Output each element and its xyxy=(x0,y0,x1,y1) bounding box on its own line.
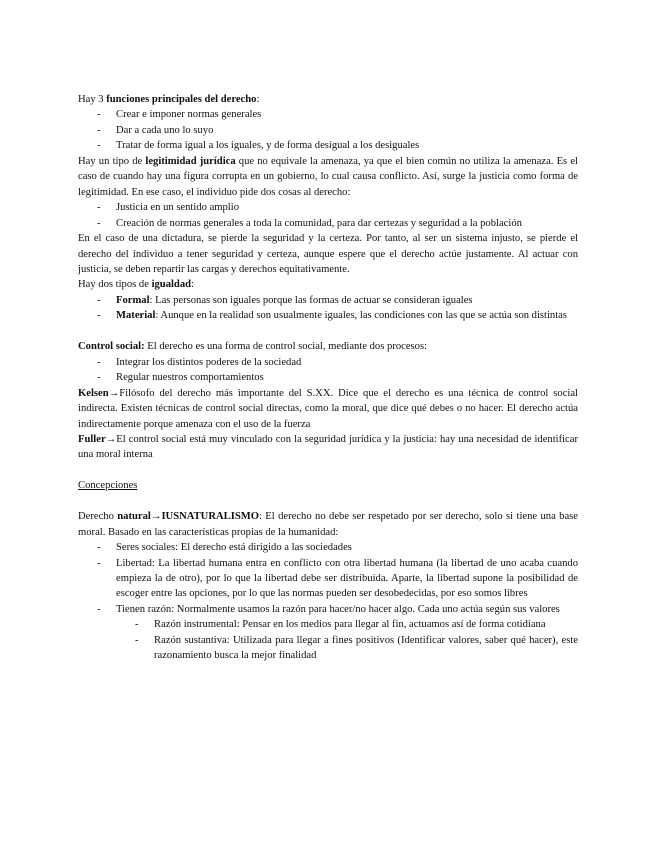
bold-term: natural xyxy=(117,511,151,523)
fuller-paragraph xyxy=(78,432,578,463)
list-item xyxy=(78,107,578,122)
bullet-dash: - xyxy=(97,542,101,554)
sub-list-item xyxy=(78,633,578,664)
bold-term: igualdad xyxy=(151,279,192,291)
bold-term: Fuller xyxy=(78,433,106,445)
funciones-intro xyxy=(78,92,578,107)
bold-term: Kelsen xyxy=(78,387,109,399)
bullet-dash: - xyxy=(135,634,139,646)
list-item-text: Seres sociales: El derecho está dirigido a las sociedades xyxy=(116,542,352,554)
list-item-text: Crear e imponer normas generales xyxy=(116,109,262,121)
spacer xyxy=(78,494,578,509)
section-heading: Concepciones xyxy=(78,480,138,492)
list-item xyxy=(78,123,578,138)
text: Hay un tipo de xyxy=(78,155,146,167)
text: : El derecho no debe ser respetado por ser derecho, solo si tiene una base moral. Basado en las características propias de la humanidad: xyxy=(78,511,578,538)
list-item xyxy=(78,216,578,231)
bullet-dash: - xyxy=(97,124,101,136)
control-social-paragraph xyxy=(78,339,578,354)
arrow-icon: → xyxy=(108,387,120,399)
list-item xyxy=(78,293,578,308)
bold-term: Formal xyxy=(116,294,150,306)
text: : xyxy=(191,279,194,291)
text: Hay 3 xyxy=(78,94,107,105)
list-item-text: : Las personas son iguales porque las formas de actuar se consideran iguales xyxy=(149,294,473,306)
list-item-text: Razón instrumental: Pensar en los medios para llegar al fin, actuamos así de forma cotidiana xyxy=(154,619,546,631)
list-item-text: Justicia en un sentido amplio xyxy=(116,202,239,214)
text: que no equivale la amenaza, ya que el bien común no utiliza la amenaza. Es el caso de cuando hay una figura corrupta en un gobierno, lo cual causa conflicto. Así, surge la justicia como forma de legitimidad. En ese caso, el individuo pide dos cosas al derecho: xyxy=(78,155,578,198)
bullet-dash: - xyxy=(97,217,101,229)
bullet-dash: - xyxy=(135,619,139,631)
concepciones-heading xyxy=(78,478,578,493)
list-item xyxy=(78,308,578,323)
spacer xyxy=(78,324,578,339)
list-item-text: Libertad: La libertad humana entra en conflicto con otra libertad humana (la libertad de uno acaba cuando empieza la de otro), por lo que la libertad debe ser distribuida. Aparte, la libertad supone la posibilidad de escoger entre las opciones, por lo que las normas pueden ser desobedecidas, por eso somos libres xyxy=(116,557,578,600)
list-item-text: Razón sustantiva: Utilizada para llegar a fines positivos (Identificar valores, saber qué hacer), este razonamiento busca la mejor finalidad xyxy=(154,634,578,662)
igualdad-intro xyxy=(78,277,578,292)
dictadura-paragraph: En el caso de una dictadura, se pierde la seguridad y la certeza. Por tanto, al ser un sistema injusto, se pierde el derecho del individuo a tener seguridad y certeza, aunque espere que el derecho actúe justamente. Al actuar con justicia, se deben repartir las cargas y derechos equitativamente. xyxy=(78,233,578,275)
bold-term: funciones principales del derecho xyxy=(106,94,257,105)
list-item-text: : Aunque en la realidad son usualmente iguales, las condiciones con las que se actúa son distintas xyxy=(155,310,568,322)
list-item-text: Creación de normas generales a toda la comunidad, para dar certezas y seguridad a la población xyxy=(116,217,522,229)
bullet-dash: - xyxy=(97,140,101,152)
bullet-dash: - xyxy=(97,372,101,384)
text: El control social está muy vinculado con la seguridad jurídica y la justicia: hay una necesidad de identificar una moral interna xyxy=(78,433,578,461)
bullet-dash: - xyxy=(97,109,101,121)
sub-list-item xyxy=(78,617,578,632)
bullet-dash: - xyxy=(97,310,101,322)
bold-term: →IUSNATURALISMO xyxy=(150,511,259,523)
list-item-text: Integrar los distintos poderes de la sociedad xyxy=(116,356,302,368)
bullet-dash: - xyxy=(97,557,101,569)
kelsen-paragraph xyxy=(78,386,578,432)
bullet-dash: - xyxy=(97,603,101,615)
text: Hay dos tipos de xyxy=(78,279,152,291)
list-item xyxy=(78,556,578,602)
list-item xyxy=(78,138,578,153)
list-item-text: Tienen razón: Normalmente usamos la razón para hacer/no hacer algo. Cada uno actúa según sus valores xyxy=(116,603,560,615)
list-item-text: Regular nuestros comportamientos xyxy=(116,372,264,384)
list-item xyxy=(78,355,578,370)
legitimidad-paragraph xyxy=(78,154,578,200)
list-item xyxy=(78,370,578,385)
spacer xyxy=(78,463,578,478)
list-item xyxy=(78,602,578,617)
bullet-dash: - xyxy=(97,356,101,368)
text: Filósofo del derecho más importante del S.XX. Dice que el derecho es una técnica de control social indirecta. Existen técnicas de control social directas, como la moral, que dice qué debes o no hacer. El derecho actúa indirectamente porque amenaza con el uso de la fuerza xyxy=(78,387,578,430)
bullet-dash: - xyxy=(97,294,101,306)
bold-term: Material xyxy=(116,310,156,322)
natural-paragraph xyxy=(78,509,578,540)
arrow-icon: → xyxy=(105,433,117,445)
bullet-dash: - xyxy=(97,202,101,214)
text: : xyxy=(256,94,260,105)
list-item-text: Tratar de forma igual a los iguales, y de forma desigual a los desiguales xyxy=(116,140,420,152)
list-item-text: Dar a cada uno lo suyo xyxy=(116,124,214,136)
text: Derecho xyxy=(78,511,118,523)
list-item xyxy=(78,540,578,555)
bold-term: Control social: xyxy=(78,341,145,353)
document-page xyxy=(78,92,578,664)
bold-term: legitimidad jurídica xyxy=(145,155,236,167)
text: El derecho es una forma de control social, mediante dos procesos: xyxy=(144,341,428,353)
list-item xyxy=(78,200,578,215)
